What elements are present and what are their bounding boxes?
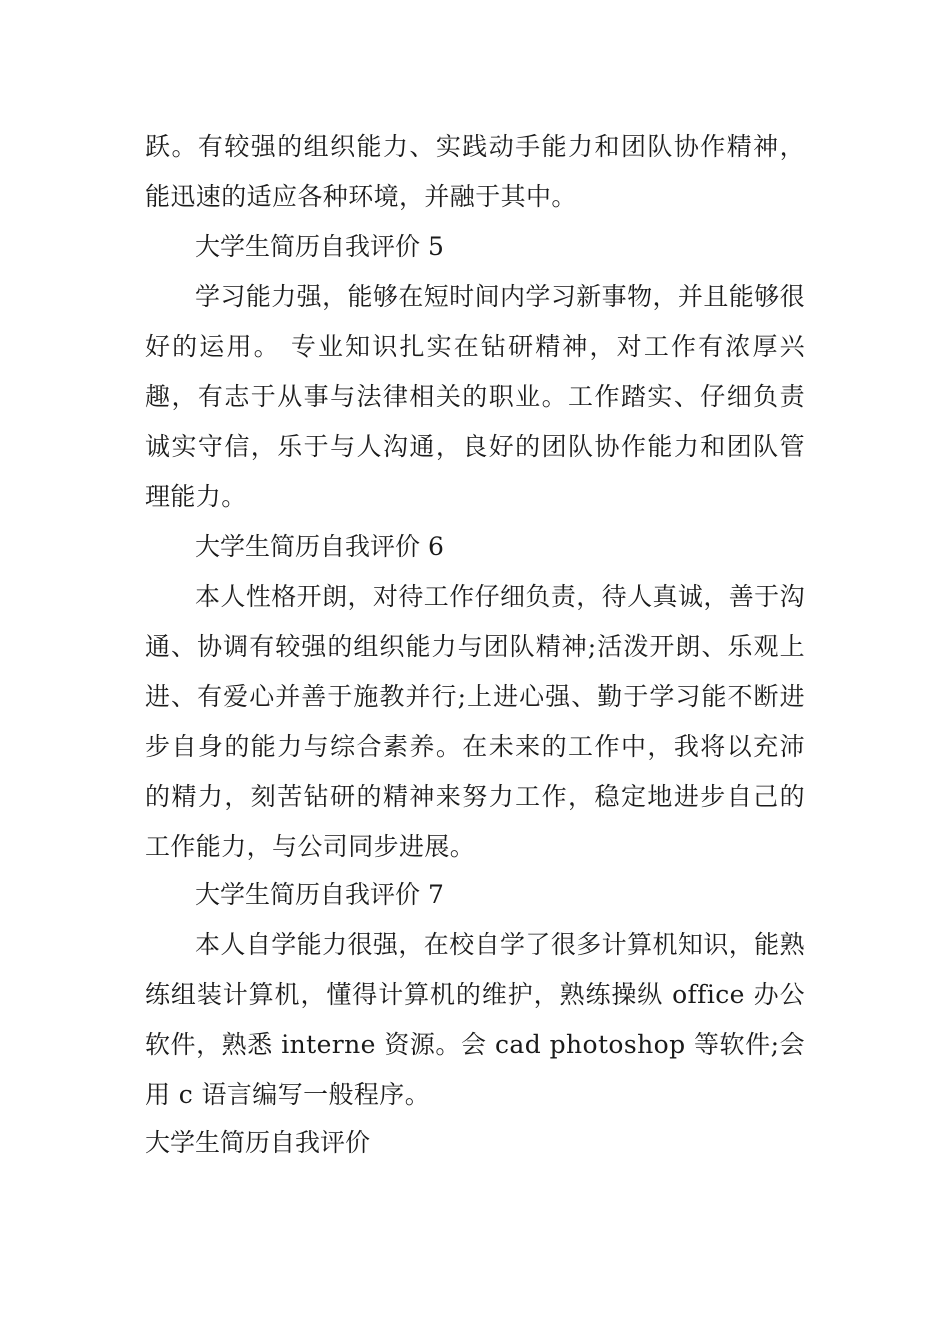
footer-title: 大学生简历自我评价 [145, 1128, 371, 1157]
section-heading-6: 大学生简历自我评价 6 [195, 532, 444, 561]
section-heading-7: 大学生简历自我评价 7 [195, 880, 444, 909]
continuation-paragraph: 跃。有较强的组织能力、实践动手能力和团队协作精神，能迅速的适应各种环境，并融于其中。 [145, 132, 805, 211]
section-body-5: 学习能力强，能够在短时间内学习新事物，并且能够很好的运用。 专业知识扎实在钻研精神，对工作有浓厚兴趣，有志于从事与法律相关的职业。工作踏实、仔细负责诚实守信，乐于与人沟通，良好的团队协作能力和团队管理能力。 [145, 282, 805, 511]
section-body-6: 本人性格开朗，对待工作仔细负责，待人真诚，善于沟通、协调有较强的组织能力与团队精神;活泼开朗、乐观上进、有爱心并善于施教并行;上进心强、勤于学习能不断进步自身的能力与综合素养。在未来的工作中，我将以充沛的精力，刻苦钻研的精神来努力工作，稳定地进步自己的工作能力，与公司同步进展。 [145, 582, 805, 861]
section-body-7: 本人自学能力很强，在校自学了很多计算机知识，能熟练组装计算机，懂得计算机的维护，熟练操纵 office 办公软件，熟悉 interne 资源。会 cad photoshop 等软件;会用 c 语言编写一般程序。 [145, 930, 805, 1109]
section-heading-5: 大学生简历自我评价 5 [195, 232, 444, 261]
